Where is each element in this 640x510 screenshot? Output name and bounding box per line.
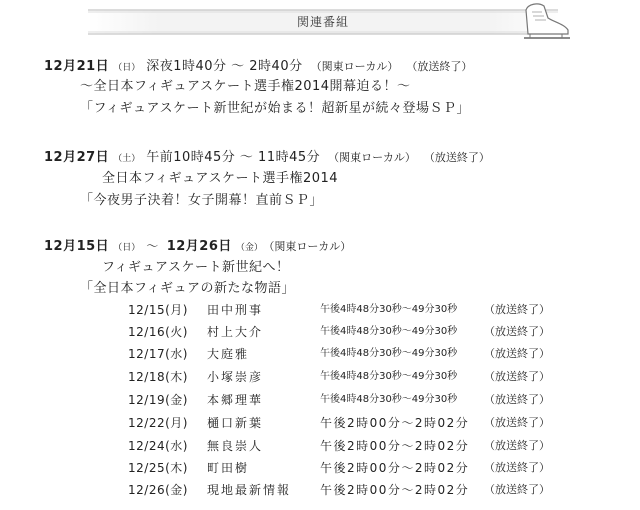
schedule-date: 12/18(木) <box>128 370 188 384</box>
program2-date: 12月27日 <box>44 150 110 165</box>
schedule-status: （放送終了） <box>484 439 550 452</box>
schedule-title: 無良崇人 <box>207 439 264 453</box>
schedule-status: （放送終了） <box>484 325 550 338</box>
program3-date-start: 12月15日 <box>44 239 110 254</box>
schedule-time: 午後4時48分30秒～49分30秒 <box>320 304 458 315</box>
program3-region: （関東ローカル） <box>268 240 352 253</box>
schedule-row <box>0 435 640 457</box>
schedule-status: （放送終了） <box>484 483 550 496</box>
schedule-status: （放送終了） <box>484 347 550 360</box>
schedule-time: 午後2時00分～2時02分 <box>320 461 470 475</box>
schedule-date: 12/15(月) <box>128 303 188 317</box>
program1-time: 深夜1時40分 ～ 2時40分 <box>146 59 303 74</box>
schedule-row <box>0 366 640 388</box>
schedule-date: 12/16(火) <box>128 325 188 339</box>
program2-dow: （土） <box>113 154 141 164</box>
schedule-row <box>0 412 640 434</box>
schedule-time: 午後2時00分～2時02分 <box>320 483 470 497</box>
schedule-title: 村上大介 <box>207 325 264 339</box>
program3-date-end: 12月26日 <box>166 239 232 254</box>
schedule-date: 12/17(水) <box>128 347 188 361</box>
schedule-status: （放送終了） <box>484 416 550 429</box>
schedule-date: 12/22(月) <box>128 416 188 430</box>
program3-subtitle: フィギュアスケート新世紀へ！ <box>102 260 290 275</box>
schedule-title: 大庭雅 <box>207 347 250 361</box>
schedule-title: 田中刑事 <box>207 303 264 317</box>
program2-subtitle: 全日本フィギュアスケート選手権2014 <box>102 171 339 186</box>
section-title: 関連番組 <box>296 15 349 29</box>
schedule-row <box>0 479 640 501</box>
program2-status: （放送終了） <box>423 151 490 164</box>
schedule-time: 午後2時00分～2時02分 <box>320 416 470 430</box>
program1-subtitle: ～全日本フィギュアスケート選手権2014開幕迫る！～ <box>80 79 411 94</box>
schedule-time: 午後4時48分30秒～49分30秒 <box>320 348 458 359</box>
schedule-time: 午後4時48分30秒～49分30秒 <box>320 371 458 382</box>
skate-icon <box>518 0 574 44</box>
program2-time: 午前10時45分 ～ 11時45分 <box>146 150 321 165</box>
schedule-title: 本郷理華 <box>207 393 264 407</box>
schedule-status: （放送終了） <box>484 461 550 474</box>
program1-status: （放送終了） <box>406 60 473 73</box>
schedule-status: （放送終了） <box>484 393 550 406</box>
schedule-row <box>0 457 640 479</box>
program3-heading <box>44 236 351 257</box>
schedule-row <box>0 299 640 321</box>
program3-quote: 「全日本フィギュアの新たな物語」 <box>80 281 295 296</box>
schedule-time: 午後4時48分30秒～49分30秒 <box>320 394 458 405</box>
schedule-status: （放送終了） <box>484 370 550 383</box>
program3-tilde: ～ <box>146 239 159 253</box>
program1-region: （関東ローカル） <box>310 60 399 73</box>
schedule-status: （放送終了） <box>484 303 550 316</box>
schedule-row <box>0 321 640 343</box>
schedule-title: 樋口新葉 <box>207 416 264 430</box>
schedule-date: 12/24(水) <box>128 439 188 453</box>
program2-region: （関東ローカル） <box>328 151 416 164</box>
schedule-date: 12/26(金) <box>128 483 188 497</box>
program1-date: 12月21日 <box>44 59 110 74</box>
schedule-title: 町田樹 <box>207 461 250 475</box>
schedule-title: 小塚崇彦 <box>207 370 264 384</box>
schedule-row <box>0 343 640 365</box>
schedule-title: 現地最新情報 <box>207 483 292 497</box>
schedule-time: 午後2時00分～2時02分 <box>320 439 470 453</box>
program2-quote: 「今夜男子決着！女子開幕！直前ＳＰ」 <box>80 193 324 208</box>
section-header <box>88 8 558 36</box>
schedule-date: 12/25(木) <box>128 461 188 475</box>
program2-heading <box>44 147 490 168</box>
program1-quote: 「フィギュアスケート新世紀が始まる！超新星が続々登場ＳＰ」 <box>80 101 470 116</box>
schedule-row <box>0 389 640 411</box>
schedule-date: 12/19(金) <box>128 393 188 407</box>
schedule-time: 午後4時48分30秒～49分30秒 <box>320 326 458 337</box>
program3-dow-start: （日） <box>113 243 141 253</box>
program3-dow-end: （金） <box>235 243 263 253</box>
program1-dow: （日） <box>113 63 141 73</box>
program1-heading <box>44 56 472 77</box>
